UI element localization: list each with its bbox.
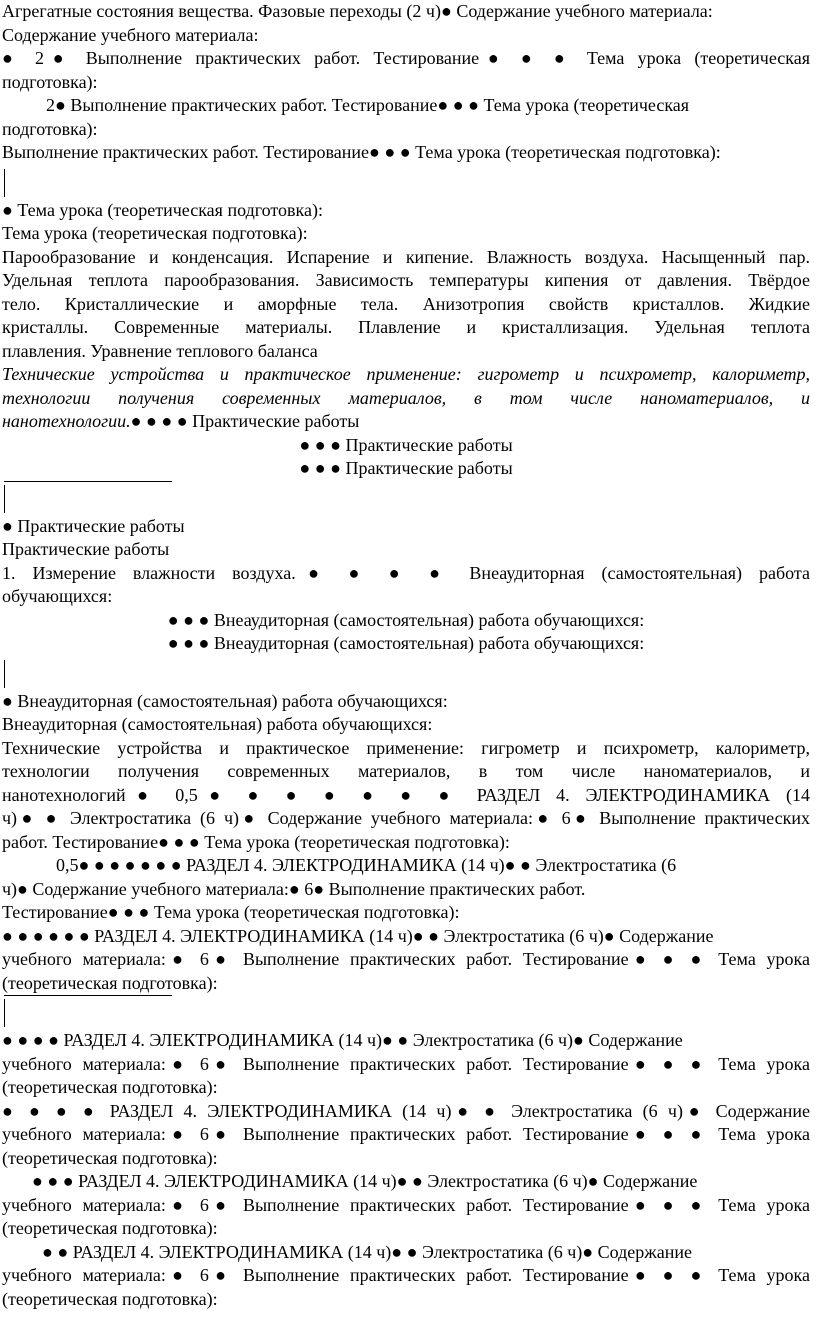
text-line: учебного материала:● 6● Выполнение практических работ. Тестирование● ● ● Тема урока bbox=[2, 1194, 810, 1215]
text-line: Технические устройства и практическое применение: гигрометр и психрометр, калориметр, bbox=[2, 737, 810, 758]
text-line: обучающихся: bbox=[2, 586, 113, 606]
text-line-italic: Технические устройства и практическое применение: гигрометр и психрометр, калориметр, bbox=[2, 364, 810, 384]
text-line: ● Тема урока (теоретическая подготовка): bbox=[2, 199, 324, 220]
separator-mark bbox=[2, 165, 810, 199]
text-line: ч)● ● Электростатика (6 ч)● Содержание учебного материала:● 6● Выполнение практических bbox=[2, 808, 810, 828]
text-line: Выполнение практических работ. Тестирование● ● ● Тема урока (теоретическая подготовка): bbox=[2, 142, 721, 162]
text-line: ● ● ● ● РАЗДЕЛ 4. ЭЛЕКТРОДИНАМИКА (14 ч)● ● Электростатика (6 ч)● Содержание bbox=[2, 1100, 810, 1121]
text-line-italic: технологии получения современных материалов, в том числе наноматериалов, и bbox=[2, 387, 810, 408]
text-line: Удельная теплота парообразования. Зависимость температуры кипения от давления. Твёрдое bbox=[2, 270, 810, 290]
text-line: ● Внеаудиторная (самостоятельная) работа обучающихся: bbox=[2, 690, 448, 711]
text-line: подготовка): bbox=[2, 118, 98, 139]
text-line: (теоретическая подготовка): bbox=[2, 972, 218, 993]
text-line: работ. Тестирование● ● ● Тема урока (теоретическая подготовка): bbox=[2, 831, 510, 852]
text-line: ● 2● Выполнение практических работ. Тестирование● ● ● Тема урока (теоретическая bbox=[2, 48, 810, 68]
text-line: ● ● ● РАЗДЕЛ 4. ЭЛЕКТРОДИНАМИКА (14 ч)● ● Электростатика (6 ч)● Содержание bbox=[32, 1171, 698, 1191]
text-line: ● ● ● Практические работы bbox=[299, 434, 513, 455]
italic-fragment: нанотехнологии. bbox=[2, 411, 131, 431]
text-line: 2● Выполнение практических работ. Тестирование● ● ● Тема урока (теоретическая bbox=[46, 95, 690, 115]
separator-mark bbox=[2, 481, 810, 515]
separator-mark bbox=[2, 995, 810, 1029]
text-line: учебного материала:● 6● Выполнение практических работ. Тестирование● ● ● Тема урока bbox=[2, 1124, 810, 1144]
text-line: технологии получения современных материалов, в том числе наноматериалов, и bbox=[2, 761, 810, 781]
text-line: (теоретическая подготовка): bbox=[2, 1077, 218, 1097]
text-line: подготовка): bbox=[2, 71, 98, 92]
text-line: ● ● ● Внеаудиторная (самостоятельная) работа обучающихся: bbox=[167, 609, 645, 630]
text-line: плавления. Уравнение теплового баланса bbox=[2, 340, 318, 361]
text-line: 0,5● ● ● ● ● ● ● РАЗДЕЛ 4. ЭЛЕКТРОДИНАМИКА (14 ч)● ● Электростатика (6 bbox=[56, 855, 677, 875]
text-line: (теоретическая подготовка): bbox=[2, 1218, 218, 1238]
text-line: учебного материала:● 6● Выполнение практических работ. Тестирование● ● ● Тема урока bbox=[2, 1265, 810, 1285]
text-line: ● ● РАЗДЕЛ 4. ЭЛЕКТРОДИНАМИКА (14 ч)● ● Электростатика (6 ч)● Содержание bbox=[42, 1241, 692, 1262]
text-line: Внеаудиторная (самостоятельная) работа обучающихся: bbox=[2, 714, 433, 734]
text-line: (теоретическая подготовка): bbox=[2, 1288, 218, 1309]
text-line: ● ● ● ● РАЗДЕЛ 4. ЭЛЕКТРОДИНАМИКА (14 ч)● ● Электростатика (6 ч)● Содержание bbox=[2, 1030, 683, 1050]
text-line: Парообразование и конденсация. Испарение и кипение. Влажность воздуха. Насыщенный пар. bbox=[2, 246, 810, 267]
text-line: учебного материала:● 6● Выполнение практических работ. Тестирование● ● ● Тема урока bbox=[2, 949, 810, 969]
text-line: Практические работы bbox=[2, 539, 170, 559]
text-line bbox=[2, 410, 810, 434]
text-line: учебного материала:● 6● Выполнение практических работ. Тестирование● ● ● Тема урока bbox=[2, 1053, 810, 1074]
text-line: тело. Кристаллические и аморфные тела. Анизотропия свойств кристаллов. Жидкие bbox=[2, 293, 810, 314]
text-line: (теоретическая подготовка): bbox=[2, 1147, 218, 1168]
text-line: ● ● ● Практические работы bbox=[299, 458, 513, 478]
text-fragment: ● ● ● ● Практические работы bbox=[130, 411, 360, 431]
text-line: Агрегатные состояния вещества. Фазовые переходы (2 ч)● Содержание учебного материала: bbox=[2, 1, 713, 21]
text-line: ● ● ● ● ● ● РАЗДЕЛ 4. ЭЛЕКТРОДИНАМИКА (14 ч)● ● Электростатика (6 ч)● Содержание bbox=[2, 925, 714, 946]
text-line: Тестирование● ● ● Тема урока (теоретическая подготовка): bbox=[2, 902, 460, 922]
text-line: ● Практические работы bbox=[2, 515, 185, 536]
separator-mark bbox=[2, 656, 810, 690]
text-line: кристаллы. Современные материалы. Плавление и кристаллизация. Удельная теплота bbox=[2, 317, 810, 337]
text-line: нанотехнологий● 0,5● ● ● ● ● ● ● РАЗДЕЛ 4. ЭЛЕКТРОДИНАМИКА (14 bbox=[2, 784, 810, 805]
text-line: 1. Измерение влажности воздуха.● ● ● ● Внеаудиторная (самостоятельная) работа bbox=[2, 562, 810, 583]
text-line: Содержание учебного материала: bbox=[2, 24, 259, 45]
text-line: ● ● ● Внеаудиторная (самостоятельная) работа обучающихся: bbox=[167, 633, 645, 653]
text-line: ч)● Содержание учебного материала:● 6● Выполнение практических работ. bbox=[2, 878, 586, 899]
text-line: Тема урока (теоретическая подготовка): bbox=[2, 223, 308, 243]
